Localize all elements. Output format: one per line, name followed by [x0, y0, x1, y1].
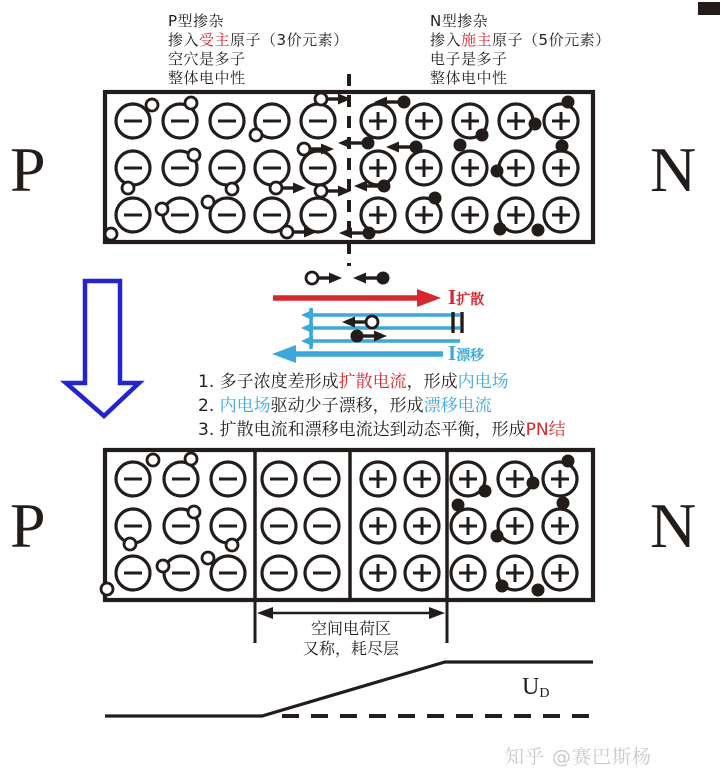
- depletion-label-2: 又称，耗尽层: [302, 639, 399, 658]
- drift-current-bundle: [301, 308, 460, 349]
- drift-current-label: I漂移: [448, 341, 485, 365]
- acceptor-term: 受主: [199, 31, 231, 49]
- bottom-n-label: N: [650, 490, 697, 561]
- top-n-label: N: [650, 134, 697, 205]
- potential-curve: [105, 662, 593, 716]
- step-2: 2. 内电场驱动少子漂移，形成漂移电流: [198, 396, 492, 416]
- bottom-p-label: P: [10, 490, 46, 561]
- depletion-extent-arrow: [257, 607, 445, 619]
- drift-current-arrow: [272, 345, 443, 363]
- watermark: 知乎 @赛巴斯杨: [505, 746, 653, 768]
- p-doping-line4: 整体电中性: [168, 69, 246, 87]
- step-1: 1. 多子浓度差形成扩散电流，形成内电场: [198, 372, 509, 392]
- top-p-label: P: [10, 134, 46, 205]
- particle-layer: [101, 93, 578, 597]
- built-in-potential-label: $U_D$: [522, 674, 550, 701]
- p-doping-line1: P型掺杂: [168, 12, 225, 30]
- p-doping-line3: 空穴是多子: [168, 50, 246, 68]
- diffusion-current-arrow: [273, 289, 441, 307]
- p-doping-annotation: [168, 12, 349, 88]
- down-arrow: [66, 281, 139, 416]
- donor-term: 施主: [461, 31, 493, 49]
- depletion-labels: [256, 619, 446, 659]
- depletion-label-1: 空间电荷区: [310, 619, 391, 638]
- corner-mark: [698, 2, 720, 15]
- explanation-steps: [198, 370, 566, 442]
- n-doping-line2: 掺入施主原子（5价元素）: [430, 31, 611, 49]
- diffusion-current-label: I扩散: [448, 285, 485, 309]
- n-doping-line3: 电子是多子: [430, 50, 508, 68]
- n-doping-line1: N型掺杂: [430, 12, 489, 30]
- n-doping-line4: 整体电中性: [430, 69, 508, 87]
- step-3: 3. 扩散电流和漂移电流达到动态平衡，形成PN结: [198, 420, 566, 440]
- p-doping-line2: 掺入受主原子（3价元素）: [168, 31, 349, 49]
- n-doping-annotation: [430, 12, 611, 88]
